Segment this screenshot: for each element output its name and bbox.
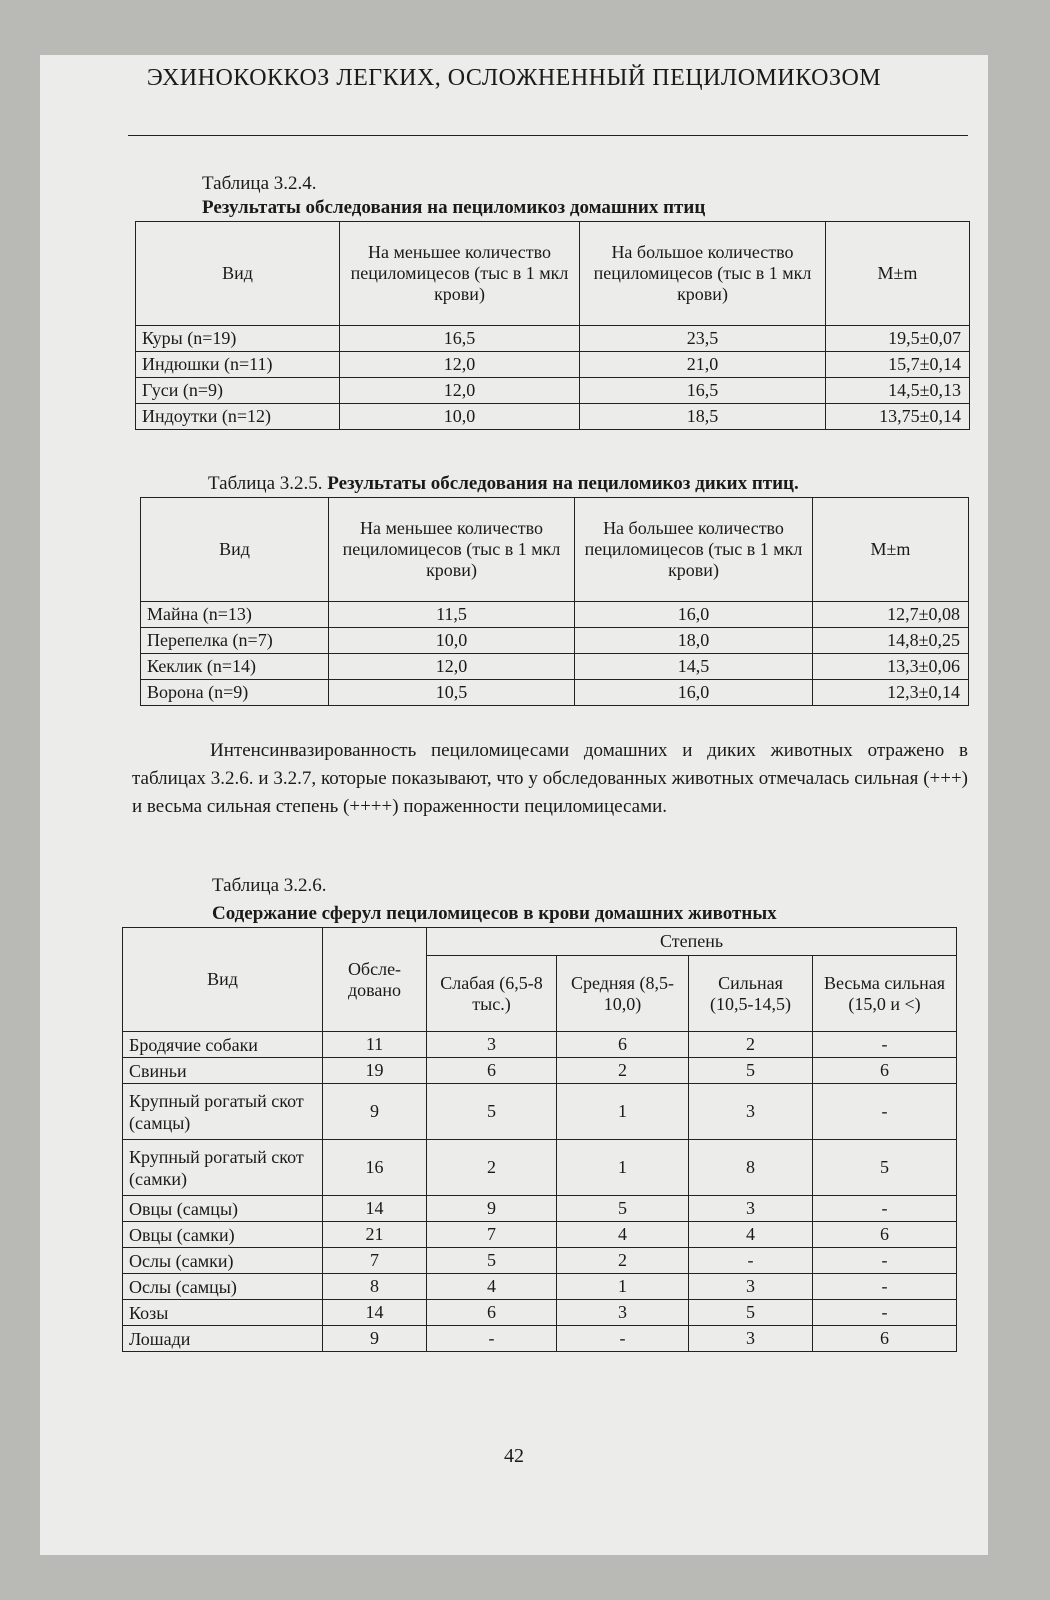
table-row: Козы 14 6 3 5 - — [123, 1300, 957, 1326]
body-paragraph: Интенсинвазированность пециломицесами домашних и диких животных отражено в таблицах 3.2.6. и 3.2.7, которые показывают, что у обследованных животных отмечалась сильная (+++) и весьма сильная степень (++++) пораженности пециломицесами. — [132, 740, 968, 817]
table1-col-mm: M±m — [826, 222, 970, 326]
table-row: Ворона (n=9) 10,5 16,0 12,3±0,14 — [141, 680, 969, 706]
table1-title: Результаты обследования на пециломикоз домашних птиц — [202, 197, 706, 218]
table1 — [135, 221, 970, 430]
table2 — [140, 497, 969, 706]
table-row: Индоутки (n=12) 10,0 18,5 13,75±0,14 — [136, 404, 970, 430]
table1-number: Таблица 3.2.4. — [202, 173, 317, 194]
table2-title: Результаты обследования на пециломикоз диких птиц. — [327, 473, 799, 494]
table-row: Лошади 9 - - 3 6 — [123, 1326, 957, 1352]
table1-col-min: На меньшее количество пециломицесов (тыс в 1 мкл крови) — [340, 222, 580, 326]
table-row: Крупный рогатый скот (самцы) 9 5 1 3 - — [123, 1084, 957, 1140]
table-row: Индюшки (n=11) 12,0 21,0 15,7±0,14 — [136, 352, 970, 378]
table3 — [122, 927, 957, 1352]
table2-col-max: На большее количество пециломицесов (тыс в 1 мкл крови) — [575, 498, 813, 602]
table-row: Гуси (n=9) 12,0 16,5 14,5±0,13 — [136, 378, 970, 404]
table3-group-header: Степень — [427, 928, 957, 956]
page-number: 42 — [504, 1445, 524, 1467]
table2-number: Таблица 3.2.5. — [208, 473, 323, 494]
table-row: Ослы (самки) 7 5 2 - - — [123, 1248, 957, 1274]
table3-col-very-strong: Весьма сильная (15,0 и <) — [813, 956, 957, 1032]
table2-col-vid: Вид — [141, 498, 329, 602]
table3-col-medium: Средняя (8,5-10,0) — [557, 956, 689, 1032]
running-header: ЭХИНОКОККОЗ ЛЕГКИХ, ОСЛОЖНЕННЫЙ ПЕЦИЛОМИКОЗОМ — [146, 65, 882, 91]
table3-title: Содержание сферул пециломицесов в крови домашних животных — [212, 903, 777, 924]
table-row: Овцы (самки) 21 7 4 4 6 — [123, 1222, 957, 1248]
table3-header-row-1 — [123, 928, 957, 956]
table3-number: Таблица 3.2.6. — [212, 875, 327, 896]
table-row: Крупный рогатый скот (самки) 16 2 1 8 5 — [123, 1140, 957, 1196]
table-row: Ослы (самцы) 8 4 1 3 - — [123, 1274, 957, 1300]
table-row: Овцы (самцы) 14 9 5 3 - — [123, 1196, 957, 1222]
table3-col-vid: Вид — [123, 928, 323, 1032]
table1-col-vid: Вид — [136, 222, 340, 326]
table2-col-min: На меньшее количество пециломицесов (тыс в 1 мкл крови) — [329, 498, 575, 602]
table2-col-mm: M±m — [813, 498, 969, 602]
table1-header-row — [136, 222, 970, 326]
table-row: Кеклик (n=14) 12,0 14,5 13,3±0,06 — [141, 654, 969, 680]
table-row: Куры (n=19) 16,5 23,5 19,5±0,07 — [136, 326, 970, 352]
table2-header-row — [141, 498, 969, 602]
table3-col-examined: Обсле-довано — [323, 928, 427, 1032]
table-row: Перепелка (n=7) 10,0 18,0 14,8±0,25 — [141, 628, 969, 654]
page-sheet — [40, 55, 988, 1555]
table3-col-strong: Сильная (10,5-14,5) — [689, 956, 813, 1032]
table1-col-max: На большое количество пециломицесов (тыс в 1 мкл крови) — [580, 222, 826, 326]
table-row: Свиньи 19 6 2 5 6 — [123, 1058, 957, 1084]
table3-col-weak: Слабая (6,5-8 тыс.) — [427, 956, 557, 1032]
table-row: Майна (n=13) 11,5 16,0 12,7±0,08 — [141, 602, 969, 628]
header-rule — [128, 135, 968, 136]
table-row: Бродячие собаки 11 3 6 2 - — [123, 1032, 957, 1058]
